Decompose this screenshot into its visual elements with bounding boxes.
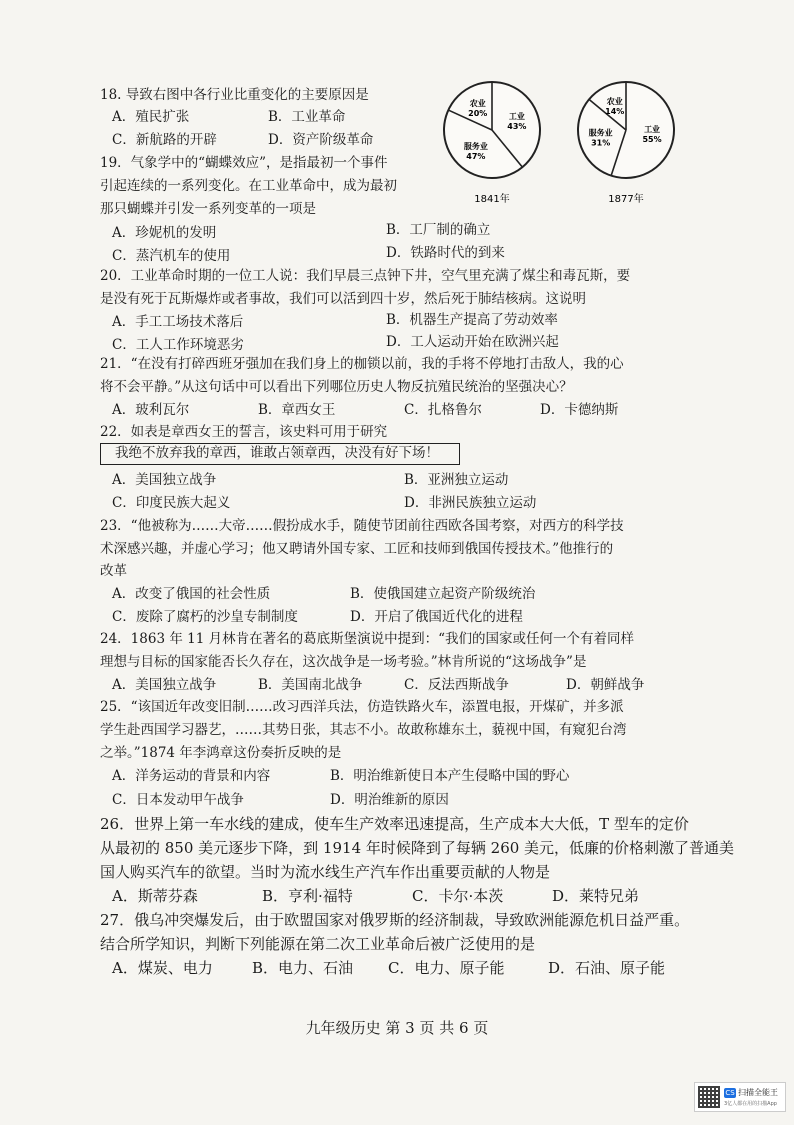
q27-stem-line1: 27．俄乌冲突爆发后，由于欧盟国家对俄罗斯的经济制裁，导致欧洲能源危机日益严重。 <box>100 911 690 929</box>
q27-stem-line2: 结合所学知识，判断下列能源在第二次工业革命后被广泛使用的是 <box>100 935 536 953</box>
pie-slice-value-label: 47% <box>466 151 486 161</box>
q27-option-a: A．煤炭、电力 <box>112 959 213 977</box>
q25-stem-line1: 25．“该国近年改变旧制……改习西洋兵法，仿造铁路火车，添置电报，开煤矿，并多派 <box>100 699 624 715</box>
pie-slice-name: 工业 <box>644 125 661 135</box>
pie-1877-year-label: 1877年 <box>608 194 644 205</box>
pie-slice-name: 服务业 <box>588 128 613 138</box>
pie-slice-value-label: 55% <box>642 135 662 145</box>
pie-slice-value-label: 14% <box>605 107 625 117</box>
q22-quote-box: 我绝不放弃我的章西，谁敢占领章西，决没有好下场！ <box>100 443 460 465</box>
q26-option-a: A．斯蒂芬森 <box>112 887 198 905</box>
q26-stem-line3: 国人购买汽车的欲望。当时为流水线生产汽车作出重要贡献的人物是 <box>100 863 551 881</box>
q23-stem-line2: 术深感兴趣，并虚心学习；他又聘请外国专家、工匠和技师到俄国传授技术。”他推行的 <box>100 541 614 557</box>
q24-option-c: C．反法西斯战争 <box>404 677 509 693</box>
qr-code-icon <box>698 1086 720 1108</box>
scanner-app-tagline: 3亿人都在用的扫描App <box>724 1101 777 1107</box>
q22-stem: 22．如表是章西女王的誓言，该史料可用于研究 <box>100 424 388 440</box>
q22-option-d: D．非洲民族独立运动 <box>404 495 537 511</box>
q26-option-b: B．亨利·福特 <box>262 887 353 905</box>
pie-slice-value-label: 31% <box>591 138 611 148</box>
pie-slice-name: 农业 <box>606 97 623 107</box>
q24-stem-line2: 理想与目标的国家能否长久存在，这次战争是一场考验。”林肯所说的“这场战争”是 <box>100 654 587 670</box>
q25-option-b: B．明治维新使日本产生侵略中国的野心 <box>330 768 570 784</box>
q24-option-b: B．美国南北战争 <box>258 677 363 693</box>
q19-stem-line1: 19．气象学中的“蝴蝶效应”，是指最初一个事件 <box>100 155 388 171</box>
q27-option-c: C．电力、原子能 <box>388 959 505 977</box>
q18-stem: 18. 导致右图中各行业比重变化的主要原因是 <box>100 87 369 103</box>
q19-option-c: C．蒸汽机车的使用 <box>112 248 231 264</box>
q22-option-a: A．美国独立战争 <box>112 472 217 488</box>
q20-option-d: D．工人运动开始在欧洲兴起 <box>386 334 559 350</box>
q21-option-b: B．章西女王 <box>258 402 336 418</box>
q25-stem-line3: 之举。”1874 年李鸿章这份奏折反映的是 <box>100 745 342 761</box>
q19-stem-line3: 那只蝴蝶并引发一系列变革的一项是 <box>100 201 316 217</box>
q26-option-c: C．卡尔·本茨 <box>412 887 504 905</box>
q19-option-d: D．铁路时代的到来 <box>386 245 505 261</box>
q20-option-b: B．机器生产提高了劳动效率 <box>386 312 558 328</box>
q21-option-c: C．扎格鲁尔 <box>404 402 482 418</box>
q23-option-c: C．废除了腐朽的沙皇专制制度 <box>112 609 298 625</box>
pie-chart-1841 <box>444 82 540 178</box>
q18-option-c: C．新航路的开辟 <box>112 132 217 148</box>
q22-option-b: B．亚洲独立运动 <box>404 472 509 488</box>
q26-option-d: D．莱特兄弟 <box>552 887 640 905</box>
q19-option-a: A．珍妮机的发明 <box>112 225 217 241</box>
q22-option-c: C．印度民族大起义 <box>112 495 231 511</box>
q27-option-d: D．石油、原子能 <box>548 959 666 977</box>
pie-slice-value-label: 20% <box>468 108 488 118</box>
q18-option-b: B．工业革命 <box>268 109 346 125</box>
pie-slice-value-label: 43% <box>507 122 527 132</box>
q19-stem-line2: 引起连续的一系列变化。在工业革命中，成为最初 <box>100 178 397 194</box>
q25-stem-line2: 学生赴西国学习器艺，……其势日张，其志不小。故敢称雄东土，藐视中国，有窥犯台湾 <box>100 722 627 738</box>
q25-option-c: C．日本发动甲午战争 <box>112 792 244 808</box>
q21-stem-line1: 21．“在没有打碎西班牙强加在我们身上的枷锁以前，我的手将不停地打击敌人，我的心 <box>100 356 624 372</box>
q20-stem-line1: 20．工业革命时期的一位工人说：我们早晨三点钟下井，空气里充满了煤尘和毒瓦斯，要 <box>100 268 631 284</box>
q26-stem-line2: 从最初的 850 美元逐步下降，到 1914 年时候降到了每辆 260 美元，低廉的价格刺激了普通美 <box>100 839 735 857</box>
q20-option-c: C．工人工作环境恶劣 <box>112 337 244 353</box>
pie-charts <box>440 78 690 208</box>
q26-stem-line1: 26．世界上第一车水线的建成，使车生产效率迅速提高，生产成本大大低，T 型车的定价 <box>100 815 689 833</box>
scanner-watermark <box>694 1082 786 1112</box>
q19-option-b: B．工厂制的确立 <box>386 222 491 238</box>
pie-slice-name: 工业 <box>508 112 525 122</box>
q24-option-a: A．美国独立战争 <box>112 677 217 693</box>
q21-option-a: A．玻利瓦尔 <box>112 402 190 418</box>
q20-option-a: A．手工工场技术落后 <box>112 314 244 330</box>
pie-slice-name: 农业 <box>469 98 486 108</box>
q24-option-d: D．朝鲜战争 <box>566 677 645 693</box>
pie-charts-svg <box>440 78 690 208</box>
q18-option-d: D．资产阶级革命 <box>268 132 374 148</box>
q23-option-a: A．改变了俄国的社会性质 <box>112 586 271 602</box>
q23-stem-line3: 改革 <box>100 563 127 579</box>
q27-option-b: B．电力、石油 <box>252 959 354 977</box>
scanner-app-name: 扫描全能王 <box>738 1088 778 1097</box>
pie-slice-name: 服务业 <box>463 141 488 151</box>
q21-option-d: D．卡德纳斯 <box>540 402 619 418</box>
pie-1841-year-label: 1841年 <box>474 194 510 205</box>
page-footer: 九年级历史 第 3 页 共 6 页 <box>305 1019 489 1037</box>
q20-stem-line2: 是没有死于瓦斯爆炸或者事故，我们可以活到四十岁，然后死于肺结核病。这说明 <box>100 291 586 307</box>
q21-stem-line2: 将不会平静。”从这句话中可以看出下列哪位历史人物反抗殖民统治的坚强决心？ <box>100 379 573 395</box>
q23-option-b: B．使俄国建立起资产阶级统治 <box>350 586 536 602</box>
q25-option-d: D．明治维新的原因 <box>330 792 449 808</box>
q25-option-a: A．洋务运动的背景和内容 <box>112 768 271 784</box>
pie-chart-1877 <box>578 82 674 178</box>
q18-option-a: A．殖民扩张 <box>112 109 190 125</box>
camscanner-logo-icon: CS <box>725 1089 735 1097</box>
q23-option-d: D．开启了俄国近代化的进程 <box>350 609 523 625</box>
q24-stem-line1: 24．1863 年 11 月林肯在著名的葛底斯堡演说中提到：“我们的国家或任何一个有着同样 <box>100 631 634 647</box>
q23-stem-line1: 23．“他被称为……大帝……假扮成水手，随使节团前往西欧各国考察，对西方的科学技 <box>100 518 624 534</box>
